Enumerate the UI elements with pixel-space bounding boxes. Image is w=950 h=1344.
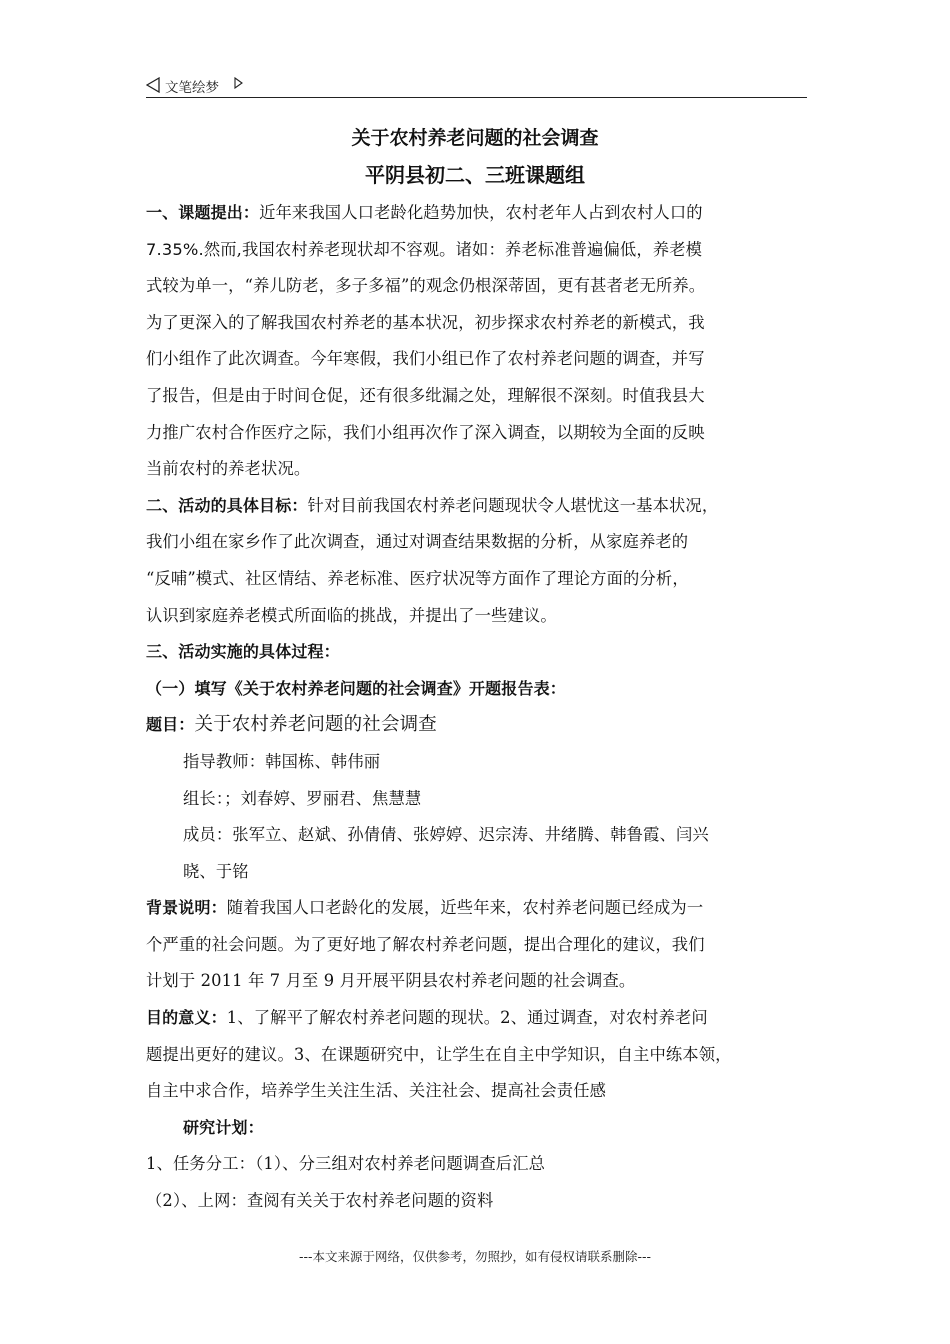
topic-value: 关于农村养老问题的社会调查 <box>194 714 437 736</box>
paragraph-line: 个严重的社会问题。为了更好地了解农村养老问题，提出合理化的建议，我们 <box>146 934 705 954</box>
header-brand: 文笔绘梦 <box>165 80 219 96</box>
paragraph-line <box>146 890 822 927</box>
section-heading: 二、活动的具体目标： <box>146 495 308 515</box>
paragraph-line: 力推广农村合作医疗之际，我们小组再次作了深入调查，以期较为全面的反映 <box>146 422 705 442</box>
topic-line <box>146 707 822 744</box>
background-label: 背景说明： <box>146 898 227 918</box>
leader-line: 组长：；刘春婷、罗丽君、焦慧慧 <box>183 788 422 808</box>
document-body <box>146 195 822 1220</box>
paragraph-line: 认识到家庭养老模式所面临的挑战，并提出了一些建议。 <box>146 605 557 625</box>
page-header <box>146 74 806 98</box>
section-heading: 一、课题提出： <box>146 203 260 222</box>
paragraph-line: 计划于 2011 年 7 月至 9 月开展平阴县农村养老问题的社会调查。 <box>146 971 636 991</box>
section-heading: 三、活动实施的具体过程： <box>146 642 340 662</box>
members-line: 晓、于铭 <box>183 861 249 881</box>
paragraph-text: 然而,我国农村养老现状却不容观。诸如：养老标准普遍偏低，养老模 <box>203 239 703 259</box>
paragraph-line: 了报告，但是由于时间仓促，还有很多纰漏之处，理解很不深刻。时值我县大 <box>146 385 705 405</box>
paragraph-line: 为了更深入的了解我国农村养老的基本状况，初步探求农村养老的新模式，我 <box>146 312 705 332</box>
paragraph-text: 近年来我国人口老龄化趋势加快，农村老年人占到农村人口的 <box>259 203 703 222</box>
paragraph-line: 自主中求合作，培养学生关注生活、关注社会、提高社会责任感 <box>146 1081 607 1101</box>
topic-label: 题目： <box>146 715 195 735</box>
purpose-label: 目的意义： <box>146 1008 227 1028</box>
paragraph-text: 随着我国人口老龄化的发展，近些年来，农村养老问题已经成为一 <box>226 898 704 918</box>
plan-label: 研究计划： <box>183 1117 264 1137</box>
triangle-left-icon <box>146 77 160 93</box>
paragraph-line <box>146 488 822 525</box>
advisor-line: 指导教师：韩国栋、韩伟丽 <box>183 751 381 771</box>
task-line: （2）、上网：查阅有关关于农村养老问题的资料 <box>146 1191 494 1211</box>
page-footer: ---本文来源于网络，仅供参考，勿照抄，如有侵权请联系删除--- <box>298 1249 652 1264</box>
paragraph-text: 针对目前我国农村养老问题现状令人堪忧这一基本状况， <box>307 495 719 515</box>
members-line: 成员：张军立、赵斌、孙倩倩、张婷婷、迟宗涛、井绪腾、韩鲁霞、闫兴 <box>183 825 709 845</box>
paragraph-line: 当前农村的养老状况。 <box>146 459 311 479</box>
paragraph-line <box>146 195 822 232</box>
subsection-heading: （一）填写《关于农村养老问题的社会调查》开题报告表： <box>146 678 566 698</box>
paragraph-text: 1、了解平了解农村养老问题的现状。2、通过调查，对农村养老问 <box>226 1008 708 1028</box>
document-title: 关于农村养老问题的社会调查 <box>351 127 599 149</box>
paragraph-number: 7.35%. <box>146 239 204 259</box>
triangle-right-icon <box>234 77 243 89</box>
task-line: 1、任务分工：（1）、分三组对农村养老问题调查后汇总 <box>146 1154 546 1174</box>
paragraph-line <box>146 232 822 269</box>
header-divider <box>146 97 807 98</box>
paragraph-line: 题提出更好的建议。3、在课题研究中，让学生在自主中学知识，自主中练本领， <box>146 1044 732 1064</box>
paragraph-line <box>146 1000 822 1037</box>
document-subtitle: 平阴县初二、三班课题组 <box>365 163 585 187</box>
paragraph-line: 式较为单一，“养儿防老，多子多福”的观念仍根深蒂固，更有甚者老无所养。 <box>146 276 706 296</box>
paragraph-line: “反哺”模式、社区情结、养老标准、医疗状况等方面作了理论方面的分析， <box>146 568 689 588</box>
paragraph-line: 们小组作了此次调查。今年寒假，我们小组已作了农村养老问题的调查，并写 <box>146 349 705 369</box>
paragraph-line: 我们小组在家乡作了此次调查，通过对调查结果数据的分析，从家庭养老的 <box>146 532 689 552</box>
